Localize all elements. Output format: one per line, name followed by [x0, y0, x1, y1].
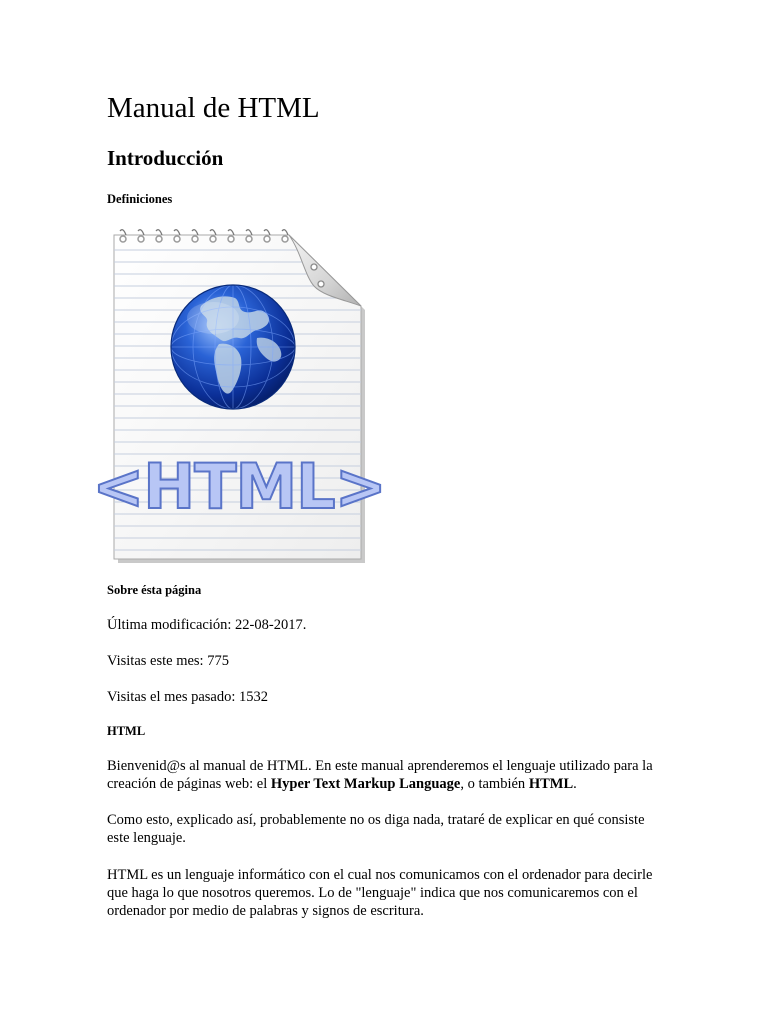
visits-last-month: Visitas el mes pasado: 1532	[107, 689, 269, 705]
intro-paragraph	[107, 757, 667, 793]
section-title: Introducción	[107, 146, 224, 170]
visits-this-month: Visitas este mes: 775	[107, 653, 229, 669]
subsection-definiciones: Definiciones	[107, 192, 173, 206]
last-modified: Última modificación: 22-08-2017.	[107, 617, 307, 633]
html-document-globe-icon	[92, 226, 386, 564]
explanation-paragraph: Como esto, explicado así, probablemente no os diga nada, trataré de explicar en qué consiste este lenguaje.	[107, 812, 645, 846]
subsection-about: Sobre ésta página	[107, 583, 202, 597]
document-title: Manual de HTML	[107, 92, 320, 124]
intro-text-2: , o también	[460, 776, 529, 792]
svg-text:<HTML>: <HTML>	[92, 450, 386, 523]
intro-text-1: Bienvenid@s al manual de HTML. En este manual aprenderemos el lenguaje utilizado para la creación de páginas web: el	[107, 758, 653, 792]
intro-bold-acronym: HTML	[528, 776, 574, 792]
definition-paragraph: HTML es un lenguaje informático con el cual nos comunicamos con el ordenador para decirle que haga lo que nosotros queremos. Lo de "lenguaje" indica que nos comunicaremos con el ordenador por medio de palabras y signos de escritura.	[107, 867, 653, 919]
intro-text-3: .	[573, 776, 577, 792]
intro-bold-term: Hyper Text Markup Language	[270, 776, 461, 792]
subsection-html: HTML	[107, 724, 146, 738]
